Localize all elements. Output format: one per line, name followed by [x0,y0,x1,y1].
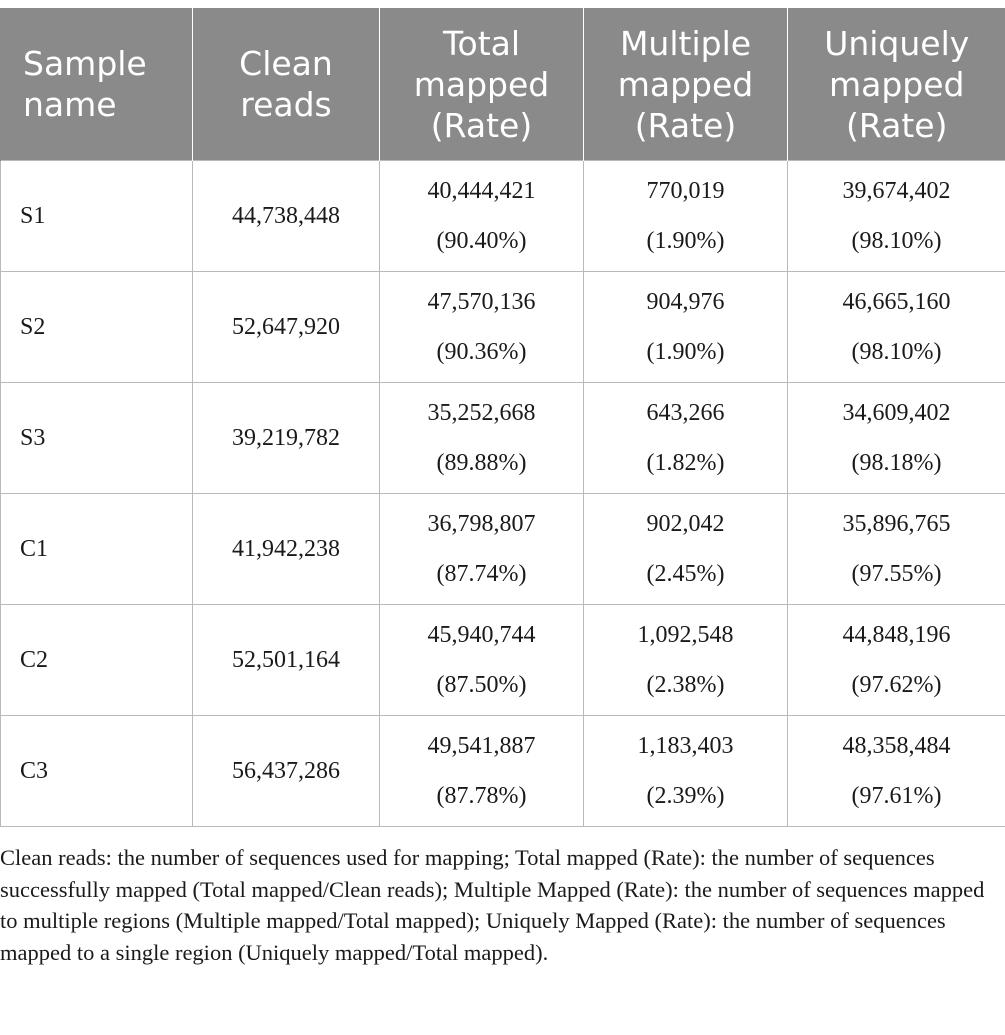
cell-multiple-mapped [584,716,788,827]
multiple-mapped-value: 902,042 [646,511,725,537]
table-row [1,494,1005,605]
cell-clean-reads: 44,738,448 [193,161,380,272]
header-multiple-mapped: Multiple mapped (Rate) [584,8,788,161]
header-clean-reads: Clean reads [193,8,380,161]
header-row [1,8,1005,161]
total-mapped-rate: (90.40%) [436,228,527,254]
multiple-mapped-rate: (2.39%) [646,783,725,809]
uniquely-mapped-value: 34,609,402 [842,400,951,426]
header-sample-name: Sample name [1,8,193,161]
uniquely-mapped-value: 39,674,402 [842,178,951,204]
mapping-stats-table [0,8,1005,827]
total-mapped-value: 45,940,744 [427,622,536,648]
cell-sample-name: S3 [1,383,193,494]
cell-uniquely-mapped [788,716,1005,827]
data-table-container [0,8,1005,827]
multiple-mapped-rate: (2.45%) [646,561,725,587]
cell-multiple-mapped [584,494,788,605]
cell-sample-name: C3 [1,716,193,827]
header-uniquely-mapped: Uniquely mapped (Rate) [788,8,1005,161]
uniquely-mapped-rate: (97.55%) [851,561,942,587]
cell-multiple-mapped [584,161,788,272]
cell-total-mapped [380,383,584,494]
table-row [1,716,1005,827]
table-row [1,161,1005,272]
table-row [1,605,1005,716]
multiple-mapped-value: 643,266 [646,400,725,426]
uniquely-mapped-value: 35,896,765 [842,511,951,537]
total-mapped-rate: (90.36%) [436,339,527,365]
cell-total-mapped [380,494,584,605]
cell-uniquely-mapped [788,272,1005,383]
cell-total-mapped [380,272,584,383]
table-row [1,383,1005,494]
multiple-mapped-rate: (1.82%) [646,450,725,476]
cell-multiple-mapped [584,272,788,383]
cell-clean-reads: 52,501,164 [193,605,380,716]
cell-uniquely-mapped [788,494,1005,605]
cell-sample-name: S1 [1,161,193,272]
multiple-mapped-value: 904,976 [646,289,725,315]
table-header [1,8,1005,161]
cell-multiple-mapped [584,383,788,494]
uniquely-mapped-value: 46,665,160 [842,289,951,315]
total-mapped-rate: (87.74%) [436,561,527,587]
total-mapped-value: 47,570,136 [427,289,536,315]
table-row [1,272,1005,383]
table-body [1,161,1005,827]
total-mapped-value: 49,541,887 [427,733,536,759]
total-mapped-rate: (87.78%) [436,783,527,809]
table-footnote: Clean reads: the number of sequences used for mapping; Total mapped (Rate): the number of sequences successfully mapped (Total mapped/Clean reads); Multiple Mapped (Rate): the number of sequences mapped to multiple regions (Multiple mapped/Total mapped); Uniquely Mapped (Rate): the number of sequences mapped to a single region (Uniquely mapped/Total mapped). [0,845,985,965]
cell-sample-name: C1 [1,494,193,605]
multiple-mapped-rate: (2.38%) [646,672,725,698]
cell-clean-reads: 56,437,286 [193,716,380,827]
cell-clean-reads: 39,219,782 [193,383,380,494]
total-mapped-rate: (87.50%) [436,672,527,698]
uniquely-mapped-rate: (97.62%) [851,672,942,698]
uniquely-mapped-value: 44,848,196 [842,622,951,648]
uniquely-mapped-value: 48,358,484 [842,733,951,759]
total-mapped-value: 40,444,421 [427,178,536,204]
header-total-mapped: Total mapped (Rate) [380,8,584,161]
cell-sample-name: S2 [1,272,193,383]
uniquely-mapped-rate: (98.10%) [851,228,942,254]
multiple-mapped-value: 1,092,548 [637,622,734,648]
multiple-mapped-value: 770,019 [646,178,725,204]
total-mapped-value: 35,252,668 [427,400,536,426]
uniquely-mapped-rate: (97.61%) [851,783,942,809]
cell-total-mapped [380,161,584,272]
multiple-mapped-value: 1,183,403 [637,733,734,759]
uniquely-mapped-rate: (98.10%) [851,339,942,365]
cell-uniquely-mapped [788,383,1005,494]
cell-total-mapped [380,716,584,827]
cell-uniquely-mapped [788,605,1005,716]
uniquely-mapped-rate: (98.18%) [851,450,942,476]
cell-uniquely-mapped [788,161,1005,272]
total-mapped-value: 36,798,807 [427,511,536,537]
multiple-mapped-rate: (1.90%) [646,228,725,254]
cell-clean-reads: 41,942,238 [193,494,380,605]
cell-clean-reads: 52,647,920 [193,272,380,383]
cell-sample-name: C2 [1,605,193,716]
cell-multiple-mapped [584,605,788,716]
cell-total-mapped [380,605,584,716]
multiple-mapped-rate: (1.90%) [646,339,725,365]
total-mapped-rate: (89.88%) [436,450,527,476]
